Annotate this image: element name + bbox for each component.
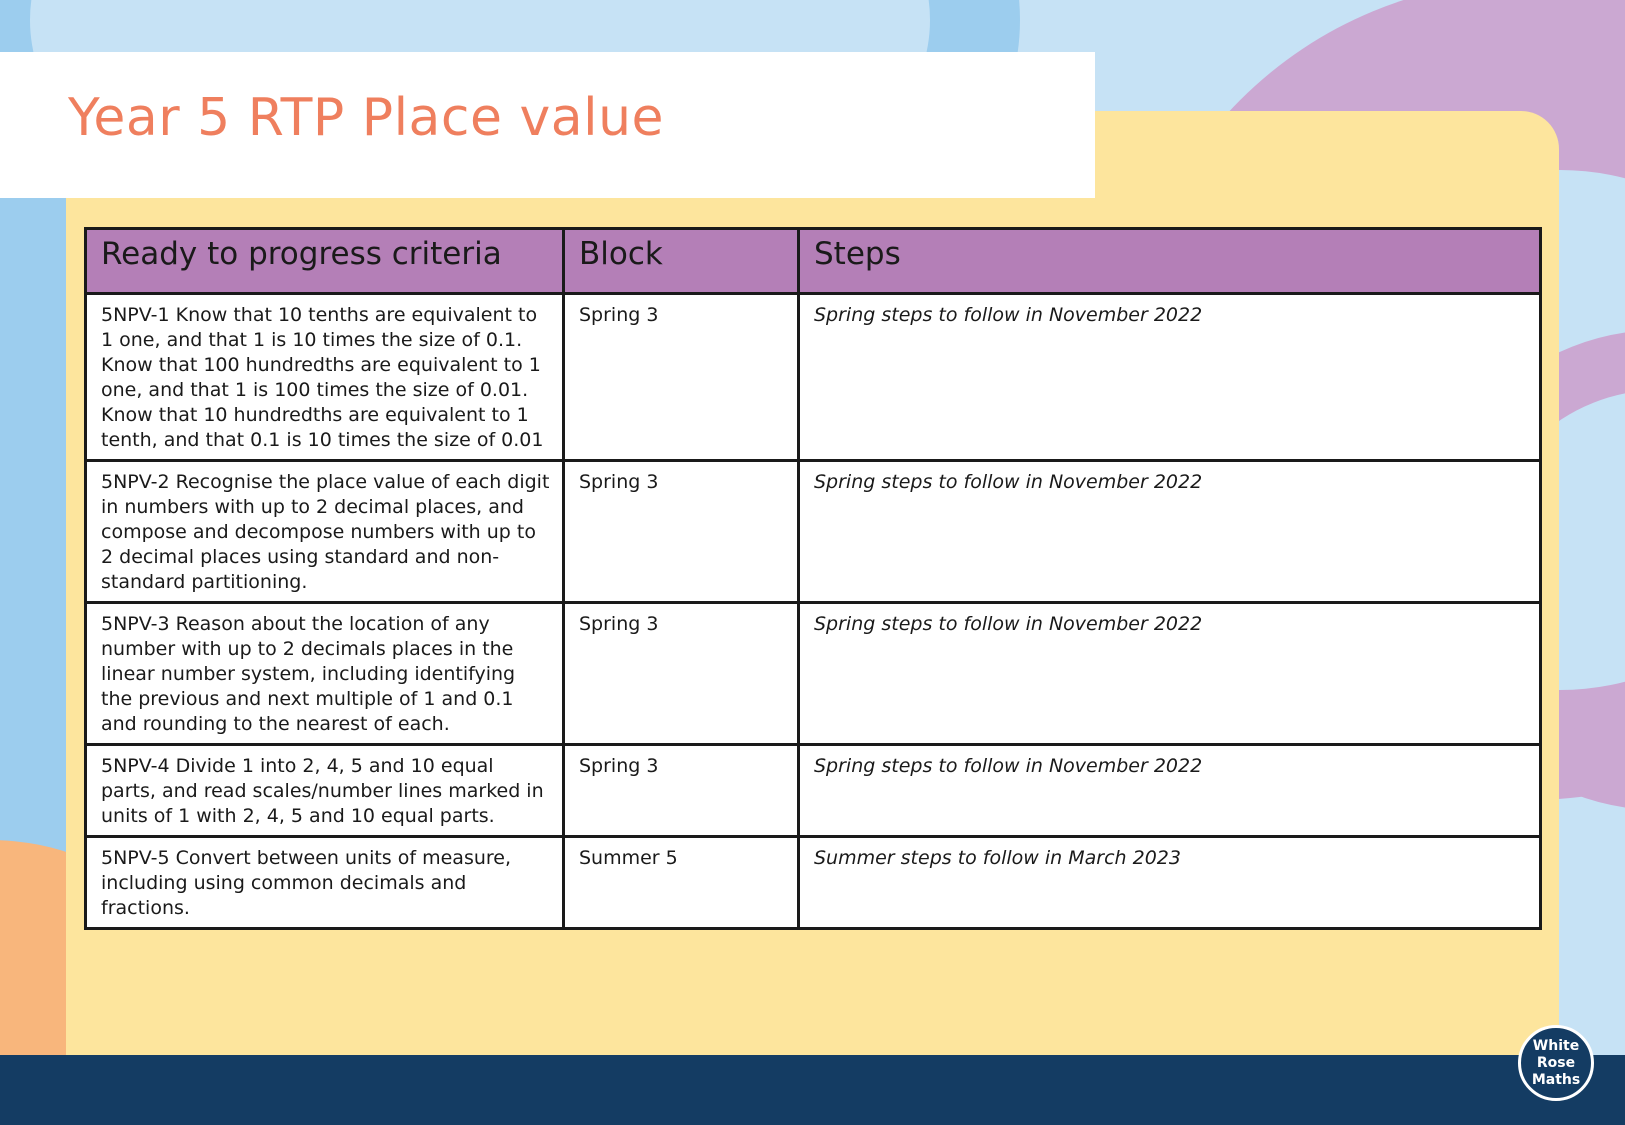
footer-bar (0, 1055, 1625, 1125)
page-title: Year 5 RTP Place value (68, 88, 665, 148)
table-row (86, 745, 1541, 837)
white-rose-maths-logo (1518, 1025, 1594, 1101)
steps-cell: Spring steps to follow in November 2022 (799, 461, 1541, 603)
table-header-row (86, 229, 1541, 294)
table-row (86, 837, 1541, 929)
criteria-cell: 5NPV-4 Divide 1 into 2, 4, 5 and 10 equal parts, and read scales/number lines marked in units of 1 with 2, 4, 5 and 10 equal parts. (86, 745, 564, 837)
column-header-steps: Steps (799, 229, 1541, 294)
block-cell: Spring 3 (564, 603, 799, 745)
steps-cell: Spring steps to follow in November 2022 (799, 294, 1541, 461)
table-row (86, 603, 1541, 745)
steps-cell: Spring steps to follow in November 2022 (799, 745, 1541, 837)
steps-cell: Summer steps to follow in March 2023 (799, 837, 1541, 929)
column-header-criteria: Ready to progress criteria (86, 229, 564, 294)
block-cell: Spring 3 (564, 294, 799, 461)
table-row (86, 461, 1541, 603)
steps-cell: Spring steps to follow in November 2022 (799, 603, 1541, 745)
column-header-block: Block (564, 229, 799, 294)
criteria-cell: 5NPV-5 Convert between units of measure, including using common decimals and fractions. (86, 837, 564, 929)
logo-text-line: Maths (1531, 1071, 1581, 1088)
rtp-table (84, 227, 1542, 930)
block-cell: Spring 3 (564, 461, 799, 603)
criteria-cell: 5NPV-1 Know that 10 tenths are equivalent to 1 one, and that 1 is 10 times the size of 0.1. Know that 100 hundredths are equivalent to 1 one, and that 1 is 100 times the size of 0.01. Know that 10 hundredths are equivalent to 1 tenth, and that 0.1 is 10 times the size of 0.01 (86, 294, 564, 461)
logo-text-line: Rose (1536, 1054, 1576, 1071)
logo-text-line: White (1532, 1037, 1580, 1054)
criteria-cell: 5NPV-3 Reason about the location of any number with up to 2 decimals places in the linear number system, including identifying the previous and next multiple of 1 and 0.1 and rounding to the nearest of each. (86, 603, 564, 745)
block-cell: Summer 5 (564, 837, 799, 929)
table-row (86, 294, 1541, 461)
criteria-cell: 5NPV-2 Recognise the place value of each digit in numbers with up to 2 decimal places, and compose and decompose numbers with up to 2 decimal places using standard and non-standard partitioning. (86, 461, 564, 603)
block-cell: Spring 3 (564, 745, 799, 837)
